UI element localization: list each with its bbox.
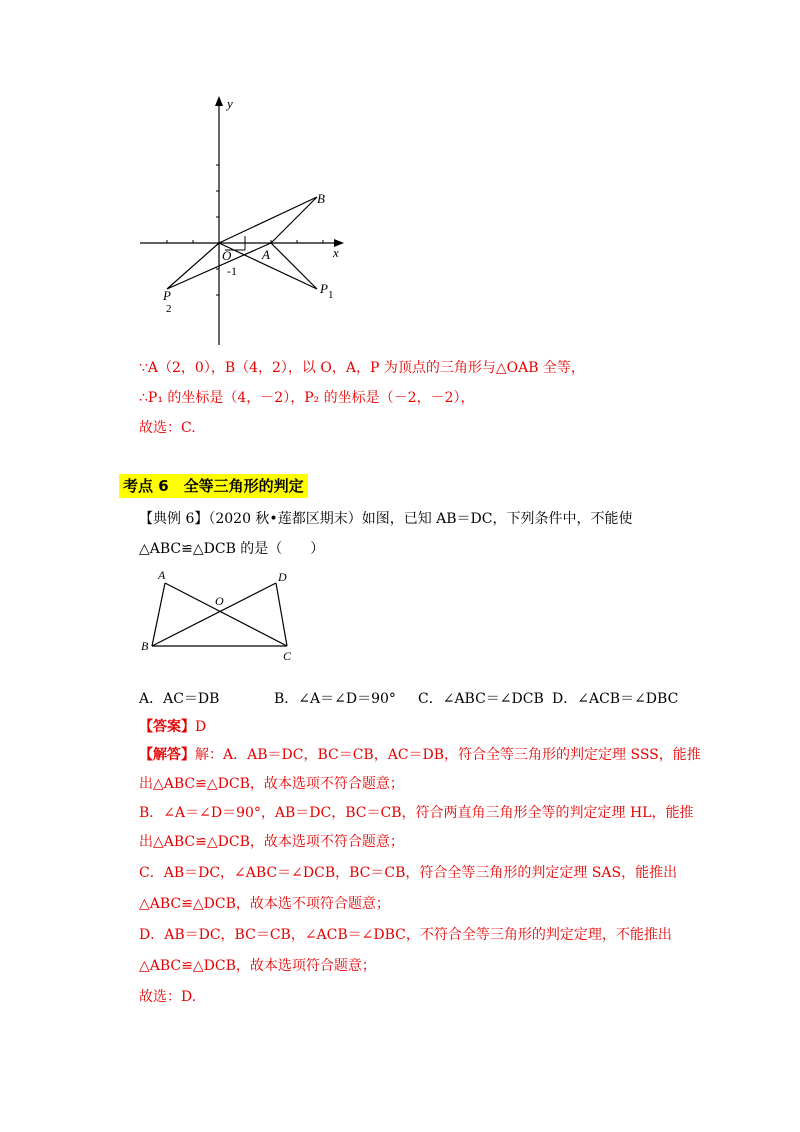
point-a-label: A [262,247,270,262]
analysis-line-2: 出△ABC≌△DCB，故本选项不符合题意； [139,776,404,792]
analysis-line-5: C．AB＝DC，∠ABC＝∠DCB，BC＝CB，符合全等三角形的判定定理 SAS，能推出 [139,865,678,881]
answer-line [139,716,206,738]
analysis-line-9: 故选：D. [139,989,197,1005]
y-axis-label: y [227,96,233,111]
triangle-oab [219,197,317,243]
example-line-1: 【典例 6】（2020 秋•莲都区期末）如图，已知 AB＝DC，下列条件中，不能使 [139,511,633,527]
point-b-label: B [317,191,325,206]
segment-ac [165,583,287,646]
point-p1-label: $P_1$ [320,281,334,301]
answer-label: 【答案】 [139,719,195,735]
point-a-label: A [158,568,166,582]
analysis-line-6: △ABC≌△DCB，故本选不项符合题意； [139,896,390,912]
x-axis-label: x [333,245,339,260]
segment-ab [152,583,165,646]
solution-line-3: 故选：C. [139,420,196,436]
analysis-line-8: △ABC≌△DCB，故本选项符合题意； [139,958,376,974]
neg-one-label: -1 [227,264,237,278]
option-c: C．∠ABC＝∠DCB [418,691,544,707]
solution-line-2: ∴P₁ 的坐标是（4，－2），P₂ 的坐标是（－2，－2）， [139,390,475,406]
analysis-line-3: B．∠A＝∠D＝90°，AB＝DC，BC＝CB，符合两直角三角形全等的判定定理 HL，能推 [139,805,694,821]
point-d-label: D [278,570,287,584]
origin-label: O [222,248,232,263]
analysis-label: 【解答】 [139,747,195,763]
section-heading: 考点 6 全等三角形的判定 [119,474,308,498]
option-b: B．∠A＝∠D＝90° [274,691,396,707]
answer-value: D [195,719,207,735]
point-p2-label: P 2 [163,288,172,315]
analysis-line-1 [139,744,701,766]
coordinate-figure [130,90,360,355]
point-o-label: O [215,594,224,608]
point-c-label: C [283,649,292,663]
option-a: A．AC＝DB [139,691,220,707]
analysis-line-7: D．AB＝DC，BC＝CB，∠ACB＝∠DBC，不符合全等三角形的判定定理，不能推出 [139,927,672,943]
segment-dc [276,583,287,646]
solution-line-1: ∵A（2，0），B（4，2），以 O，A，P 为顶点的三角形与△OAB 全等， [139,360,585,376]
point-b-label: B [141,639,149,653]
option-d: D．∠ACB＝∠DBC [552,691,679,707]
example-line-2: △ABC≌△DCB 的是（ ） [139,541,325,557]
quadrilateral-figure [138,566,298,666]
analysis-text-1: 解：A．AB＝DC，BC＝CB，AC＝DB，符合全等三角形的判定定理 SSS，能推 [195,747,701,763]
analysis-line-4: 出△ABC≌△DCB，故本选项不符合题意； [139,834,404,850]
segment-db [152,583,276,646]
y-axis-arrow [215,96,223,106]
